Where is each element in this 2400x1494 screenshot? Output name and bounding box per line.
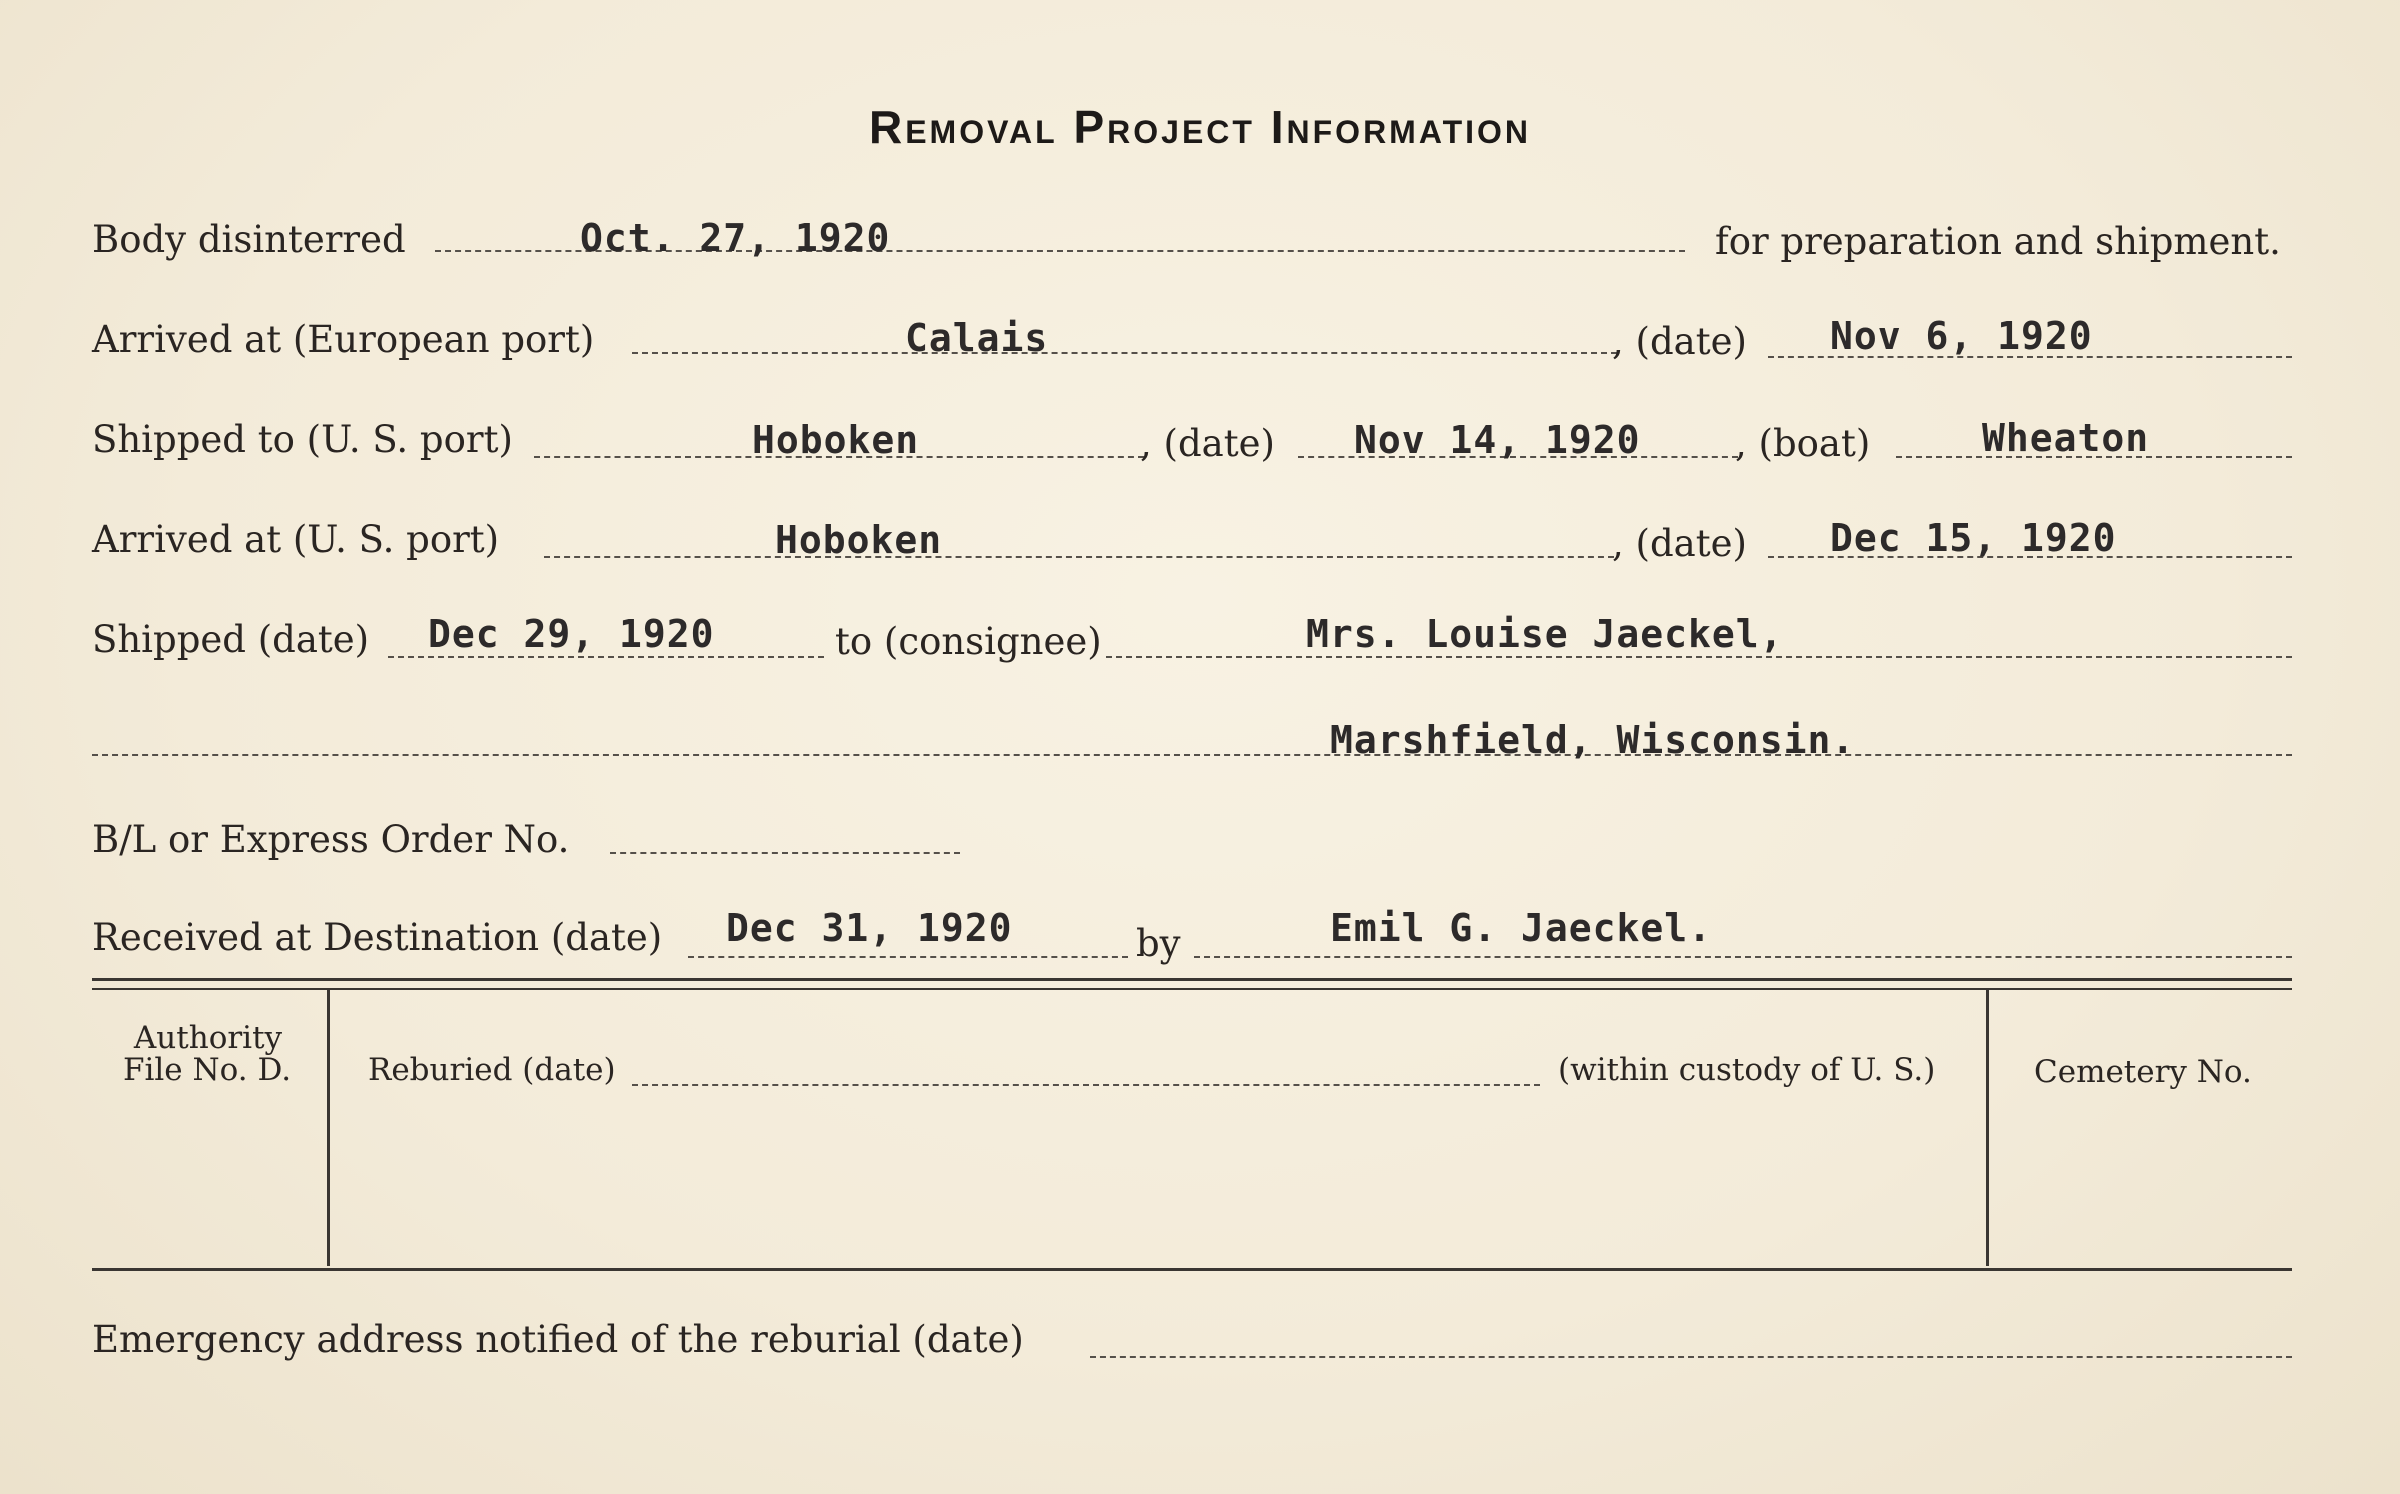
fill-line-received-by bbox=[1194, 956, 2292, 958]
label-to-consignee: to (consignee) bbox=[835, 620, 1102, 663]
table-bottom-rule bbox=[92, 1268, 2292, 1271]
value-received-date: Dec 31, 1920 bbox=[726, 906, 1013, 950]
label-boat: , (boat) bbox=[1735, 422, 1871, 465]
fill-line-arrived-port bbox=[544, 556, 1614, 558]
label-cemetery-no: Cemetery No. bbox=[2034, 1054, 2252, 1090]
value-shipped-date: Nov 14, 1920 bbox=[1354, 418, 1641, 462]
label-arrived-european-port: Arrived at (European port) bbox=[92, 318, 595, 361]
label-bl-order: B/L or Express Order No. bbox=[92, 818, 570, 861]
label-body-disinterred: Body disinterred bbox=[92, 218, 406, 261]
value-arrived-us-date: Dec 15, 1920 bbox=[1830, 516, 2117, 560]
label-arrived-us-date: , (date) bbox=[1612, 522, 1747, 565]
page-title: Removal Project Information bbox=[868, 101, 1532, 153]
fill-line-received-date bbox=[688, 956, 1128, 958]
fill-line-shipped-final-date bbox=[388, 656, 824, 658]
fill-line-european-port bbox=[632, 352, 1617, 354]
table-top-rule-2 bbox=[92, 988, 2292, 990]
value-arrived-us-port: Hoboken bbox=[775, 518, 943, 562]
fill-line-consignee-address bbox=[92, 754, 2292, 756]
fill-line-reburied bbox=[632, 1084, 1540, 1086]
label-by: by bbox=[1136, 922, 1181, 965]
fill-line-bl bbox=[610, 852, 960, 854]
label-european-date: , (date) bbox=[1612, 320, 1747, 363]
value-european-port: Calais bbox=[905, 316, 1049, 360]
label-emergency-address: Emergency address notified of the reburial (date) bbox=[92, 1318, 1024, 1361]
label-shipped-us-port: Shipped to (U. S. port) bbox=[92, 418, 513, 461]
value-european-date: Nov 6, 1920 bbox=[1830, 314, 2093, 358]
value-shipped-port: Hoboken bbox=[752, 418, 920, 462]
table-divider-right bbox=[1986, 990, 1989, 1266]
label-received-destination: Received at Destination (date) bbox=[92, 916, 663, 959]
label-reburied-date: Reburied (date) bbox=[368, 1052, 616, 1088]
value-disinterred-date: Oct. 27, 1920 bbox=[580, 216, 891, 260]
value-shipped-final-date: Dec 29, 1920 bbox=[428, 612, 715, 656]
label-preparation: for preparation and shipment. bbox=[1715, 220, 2281, 263]
value-received-by: Emil G. Jaeckel. bbox=[1330, 906, 1713, 950]
value-boat: Wheaton bbox=[1982, 416, 2150, 460]
value-consignee: Mrs. Louise Jaeckel, bbox=[1306, 612, 1784, 656]
label-shipped-date-final: Shipped (date) bbox=[92, 618, 370, 661]
table-top-rule bbox=[92, 978, 2292, 981]
fill-line-consignee bbox=[1106, 656, 2292, 658]
label-arrived-us-port: Arrived at (U. S. port) bbox=[92, 518, 500, 561]
label-authority: Authority bbox=[133, 1020, 283, 1056]
label-file-no: File No. D. bbox=[122, 1052, 292, 1088]
table-divider-left bbox=[327, 990, 330, 1266]
label-custody: (within custody of U. S.) bbox=[1558, 1052, 1936, 1088]
label-shipped-date: , (date) bbox=[1140, 422, 1275, 465]
fill-line-emergency bbox=[1090, 1356, 2292, 1358]
value-consignee-address: Marshfield, Wisconsin. bbox=[1330, 718, 1856, 762]
